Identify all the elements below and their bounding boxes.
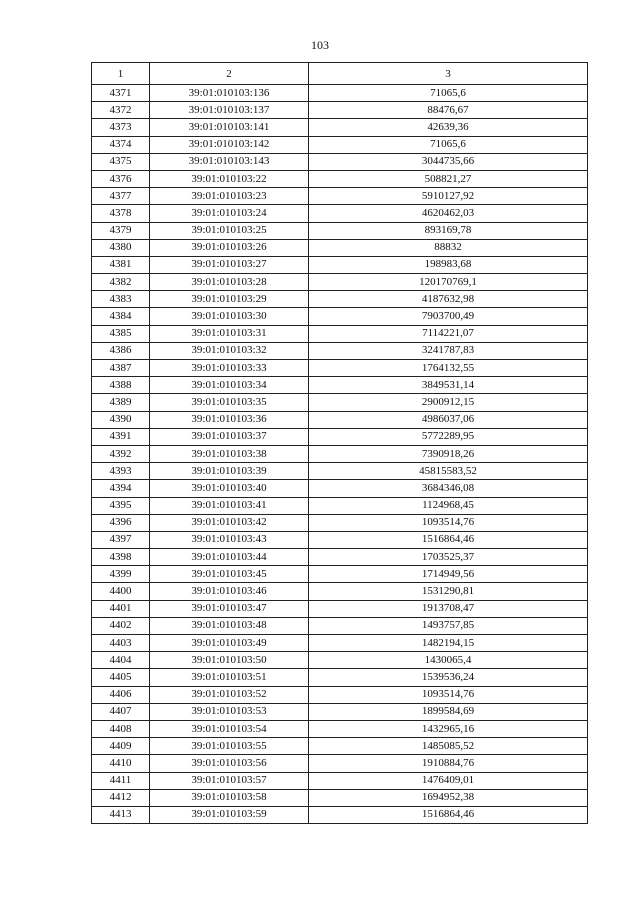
table-row [92,188,588,205]
table-row [92,411,588,428]
value-cell: 7903700,49 [309,308,588,325]
cadastral-number-cell: 39:01:010103:36 [150,411,309,428]
table-row [92,686,588,703]
table-row [92,635,588,652]
table-row [92,566,588,583]
page-number: 103 [311,38,329,52]
row-number-cell: 4405 [92,669,150,686]
row-number-cell: 4384 [92,308,150,325]
row-number-cell: 4411 [92,772,150,789]
table-row [92,514,588,531]
table-row [92,342,588,359]
row-number-cell: 4409 [92,738,150,755]
cadastral-number-cell: 39:01:010103:57 [150,772,309,789]
table-row [92,325,588,342]
cadastral-number-cell: 39:01:010103:42 [150,514,309,531]
cadastral-number-cell: 39:01:010103:50 [150,652,309,669]
cadastral-number-cell: 39:01:010103:53 [150,703,309,720]
row-number-cell: 4406 [92,686,150,703]
table-row [92,256,588,273]
row-number-cell: 4376 [92,170,150,187]
value-cell: 45815583,52 [309,463,588,480]
table-row [92,463,588,480]
cadastral-number-cell: 39:01:010103:47 [150,600,309,617]
row-number-cell: 4378 [92,205,150,222]
cadastral-number-cell: 39:01:010103:48 [150,617,309,634]
cadastral-number-cell: 39:01:010103:52 [150,686,309,703]
cadastral-number-cell: 39:01:010103:35 [150,394,309,411]
row-number-cell: 4395 [92,497,150,514]
value-cell: 1531290,81 [309,583,588,600]
table-row [92,394,588,411]
value-cell: 1703525,37 [309,549,588,566]
cadastral-number-cell: 39:01:010103:34 [150,377,309,394]
column-header-1: 1 [92,63,150,85]
value-cell: 1539536,24 [309,669,588,686]
column-header-2: 2 [150,63,309,85]
row-number-cell: 4372 [92,102,150,119]
value-cell: 1913708,47 [309,600,588,617]
cadastral-number-cell: 39:01:010103:38 [150,445,309,462]
table-row [92,428,588,445]
table-row [92,497,588,514]
table-row [92,85,588,102]
value-cell: 1093514,76 [309,686,588,703]
cadastral-number-cell: 39:01:010103:54 [150,720,309,737]
value-cell: 1516864,46 [309,531,588,548]
row-number-cell: 4394 [92,480,150,497]
cadastral-number-cell: 39:01:010103:22 [150,170,309,187]
table-row [92,583,588,600]
table-row [92,738,588,755]
row-number-cell: 4407 [92,703,150,720]
value-cell: 198983,68 [309,256,588,273]
table-row [92,222,588,239]
table-row [92,153,588,170]
value-cell: 1714949,56 [309,566,588,583]
cadastral-number-cell: 39:01:010103:23 [150,188,309,205]
value-cell: 1694952,38 [309,789,588,806]
cadastral-number-cell: 39:01:010103:56 [150,755,309,772]
row-number-cell: 4413 [92,806,150,823]
value-cell: 1764132,55 [309,360,588,377]
row-number-cell: 4380 [92,239,150,256]
row-number-cell: 4386 [92,342,150,359]
cadastral-number-cell: 39:01:010103:26 [150,239,309,256]
row-number-cell: 4390 [92,411,150,428]
value-cell: 5910127,92 [309,188,588,205]
table-row [92,239,588,256]
table-row [92,480,588,497]
row-number-cell: 4393 [92,463,150,480]
value-cell: 3684346,08 [309,480,588,497]
table-row [92,445,588,462]
value-cell: 88476,67 [309,102,588,119]
row-number-cell: 4373 [92,119,150,136]
row-number-cell: 4374 [92,136,150,153]
table-row [92,549,588,566]
row-number-cell: 4387 [92,360,150,377]
value-cell: 71065,6 [309,136,588,153]
cadastral-number-cell: 39:01:010103:43 [150,531,309,548]
column-header-3: 3 [309,63,588,85]
row-number-cell: 4396 [92,514,150,531]
cadastral-number-cell: 39:01:010103:58 [150,789,309,806]
value-cell: 3849531,14 [309,377,588,394]
cadastral-number-cell: 39:01:010103:27 [150,256,309,273]
row-number-cell: 4381 [92,256,150,273]
table-row [92,205,588,222]
row-number-cell: 4403 [92,635,150,652]
row-number-cell: 4399 [92,566,150,583]
value-cell: 4620462,03 [309,205,588,222]
table-row [92,720,588,737]
row-number-cell: 4389 [92,394,150,411]
row-number-cell: 4397 [92,531,150,548]
value-cell: 1476409,01 [309,772,588,789]
table-row [92,703,588,720]
table-row [92,755,588,772]
table-row [92,789,588,806]
table-row [92,360,588,377]
value-cell: 71065,6 [309,85,588,102]
row-number-cell: 4377 [92,188,150,205]
table-row [92,102,588,119]
cadastral-number-cell: 39:01:010103:30 [150,308,309,325]
cadastral-number-cell: 39:01:010103:136 [150,85,309,102]
table-row [92,119,588,136]
table-row [92,170,588,187]
value-cell: 4187632,98 [309,291,588,308]
cadastral-number-cell: 39:01:010103:59 [150,806,309,823]
cadastral-number-cell: 39:01:010103:143 [150,153,309,170]
value-cell: 1910884,76 [309,755,588,772]
cadastral-number-cell: 39:01:010103:45 [150,566,309,583]
row-number-cell: 4391 [92,428,150,445]
table-header-row [92,63,588,85]
value-cell: 7390918,26 [309,445,588,462]
table-row [92,772,588,789]
table-row [92,377,588,394]
row-number-cell: 4379 [92,222,150,239]
table-row [92,531,588,548]
table-row [92,600,588,617]
row-number-cell: 4382 [92,274,150,291]
value-cell: 1432965,16 [309,720,588,737]
value-cell: 1899584,69 [309,703,588,720]
table-row [92,136,588,153]
cadastral-number-cell: 39:01:010103:46 [150,583,309,600]
table-row [92,274,588,291]
row-number-cell: 4402 [92,617,150,634]
value-cell: 7114221,07 [309,325,588,342]
row-number-cell: 4388 [92,377,150,394]
value-cell: 893169,78 [309,222,588,239]
row-number-cell: 4383 [92,291,150,308]
value-cell: 508821,27 [309,170,588,187]
cadastral-number-cell: 39:01:010103:25 [150,222,309,239]
table-header [92,63,588,85]
table-row [92,652,588,669]
value-cell: 120170769,1 [309,274,588,291]
value-cell: 5772289,95 [309,428,588,445]
cadastral-number-cell: 39:01:010103:51 [150,669,309,686]
cadastral-number-cell: 39:01:010103:49 [150,635,309,652]
value-cell: 4986037,06 [309,411,588,428]
cadastral-number-cell: 39:01:010103:39 [150,463,309,480]
table-body [92,85,588,824]
value-cell: 42639,36 [309,119,588,136]
value-cell: 1485085,52 [309,738,588,755]
row-number-cell: 4410 [92,755,150,772]
cadastral-number-cell: 39:01:010103:33 [150,360,309,377]
table-row [92,669,588,686]
row-number-cell: 4412 [92,789,150,806]
value-cell: 1093514,76 [309,514,588,531]
table-row [92,806,588,823]
cadastral-number-cell: 39:01:010103:29 [150,291,309,308]
table-row [92,291,588,308]
value-cell: 1482194,15 [309,635,588,652]
value-cell: 88832 [309,239,588,256]
row-number-cell: 4400 [92,583,150,600]
table-row [92,617,588,634]
cadastral-number-cell: 39:01:010103:24 [150,205,309,222]
value-cell: 2900912,15 [309,394,588,411]
cadastral-number-cell: 39:01:010103:37 [150,428,309,445]
cadastral-number-cell: 39:01:010103:55 [150,738,309,755]
cadastral-number-cell: 39:01:010103:142 [150,136,309,153]
value-cell: 1516864,46 [309,806,588,823]
table-row [92,308,588,325]
cadastral-number-cell: 39:01:010103:141 [150,119,309,136]
row-number-cell: 4371 [92,85,150,102]
row-number-cell: 4392 [92,445,150,462]
cadastral-number-cell: 39:01:010103:41 [150,497,309,514]
value-cell: 3044735,66 [309,153,588,170]
value-cell: 1493757,85 [309,617,588,634]
data-table [91,62,588,824]
cadastral-number-cell: 39:01:010103:40 [150,480,309,497]
row-number-cell: 4404 [92,652,150,669]
row-number-cell: 4398 [92,549,150,566]
value-cell: 1430065,4 [309,652,588,669]
cadastral-number-cell: 39:01:010103:32 [150,342,309,359]
cadastral-number-cell: 39:01:010103:31 [150,325,309,342]
cadastral-number-cell: 39:01:010103:44 [150,549,309,566]
row-number-cell: 4408 [92,720,150,737]
cadastral-number-cell: 39:01:010103:137 [150,102,309,119]
value-cell: 1124968,45 [309,497,588,514]
value-cell: 3241787,83 [309,342,588,359]
cadastral-number-cell: 39:01:010103:28 [150,274,309,291]
row-number-cell: 4385 [92,325,150,342]
row-number-cell: 4375 [92,153,150,170]
row-number-cell: 4401 [92,600,150,617]
